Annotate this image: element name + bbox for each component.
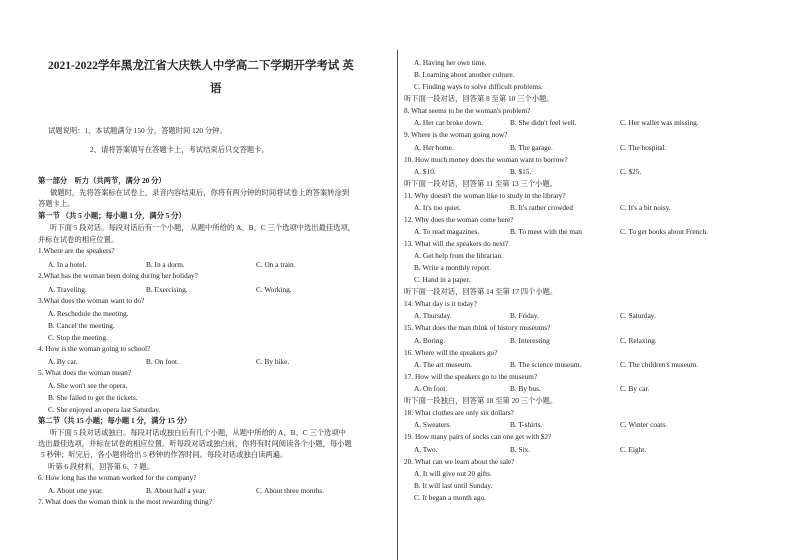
question-15: 15. What does the man think of history museums? [404,323,551,332]
option-5a: A. She won't see the opera. [48,381,128,390]
part1-intro-cont: 答题卡上。 [38,199,75,208]
question-5: 5. What does the woman mean? [38,368,132,377]
option-15c: C. Relaxing. [620,336,657,345]
option-19c: C. Eight. [620,445,647,454]
section1-intro-cont: 并标在试卷的相应位置。 [38,235,119,244]
option-2a: A. Traveling. [48,285,87,294]
question-1: 1.Where are the speakers? [38,246,115,255]
option-14c: C. Saturday. [620,311,656,320]
option-1a: A. In a hotel. [48,260,87,269]
option-17a: A. On foot. [414,384,448,393]
option-18c: C. Winter coats. [620,420,667,429]
option-19a: A. Two. [414,445,438,454]
option-9c: C. The hospital. [620,143,667,152]
part1-intro: 做题时，先将答案标在试卷上，录音内容结束后，你将有两分钟的时间将试卷上的答案转涂到 [50,188,350,197]
option-1c: C. On a train. [256,260,296,269]
section2-heading: 第二节（共 15 小题；每小题 1 分，满分 15 分） [38,416,192,425]
section1-heading: 第一节 （共 5 小题；每小题 1 分，满分 5 分） [38,211,186,220]
segment-6-note: 听第 6 段材料，回答第 6、7 题。 [48,462,154,471]
option-14b: B. Friday. [510,311,539,320]
option-5c: C. She enjoyed an opera last Saturday. [48,405,161,414]
option-9b: B. The garage. [510,143,553,152]
segment-9-note: 听下面一段对话，回答第 14 至第 17 四个小题。 [404,287,558,296]
question-18: 18. What clothes are only six dollars? [404,408,514,417]
option-16b: B. The science museum. [510,360,582,369]
option-20c: C. It began a month ago. [414,493,486,502]
option-16a: A. The art museum. [414,360,473,369]
option-11c: C. It's a bit noisy. [620,203,671,212]
option-8a: A. Her car broke down. [414,118,483,127]
option-17c: C. By car. [620,384,650,393]
instructions-line2: 2、请将答案填写在答题卡上，考试结束后只交答题卡。 [90,145,269,154]
question-19: 19. How many pairs of socks can one get with $2? [404,432,552,441]
question-14: 14. What day is it today? [404,299,477,308]
exam-title: 2021-2022学年黑龙江省大庆铁人中学高二下学期开学考试 英 [48,60,354,72]
option-7b: B. Learning about another culture. [414,70,515,79]
option-19b: B. Six. [510,445,531,454]
option-3b: B. Cancel the meeting. [48,321,115,330]
question-20: 20. What can we learn about the sale? [404,457,515,466]
option-13a: A. Get help from the librarian. [414,251,503,260]
question-3: 3.What does the woman want to do? [38,296,145,305]
option-12a: A. To read magazines. [414,227,480,236]
section2-intro: 听下面 5 段对话或独白。每段对话或独白后有几个小题，从题中所给的 A、B、C 三个选项中 [50,428,346,437]
segment-8-note: 听下面一段对话，回答第 11 至第 13 三个小题。 [404,179,557,188]
option-11b: B. It's rather crowded [510,203,573,212]
option-8b: B. She didn't feel well. [510,118,577,127]
option-4c: C. By bike. [256,357,290,366]
question-7: 7. What does the woman think is the most rewarding thing? [38,497,212,506]
question-6: 6. How long has the woman worked for the company? [38,473,197,482]
instructions-line1: 试题说明：1、本试题满分 150 分，答题时间 120 分钟。 [48,126,227,135]
option-9a: A. Her home. [414,143,454,152]
option-12b: B. To meet with the man [510,227,582,236]
question-16: 16. Where will the speakers go? [404,348,498,357]
option-8c: C. Her wallet was missing. [620,118,699,127]
option-17b: B. By bus. [510,384,541,393]
option-10a: A. $10. [414,167,436,176]
option-4b: B. On foot. [146,357,179,366]
option-5b: B. She failed to get the tickets. [48,393,138,402]
question-8: 8. What seems to be the woman's problem? [404,106,531,115]
option-2c: C. Working. [256,285,292,294]
section2-intro-cont2: 5 秒钟；听完后，各小题将给出 5 秒钟的作答时间。每段对话或独白读两遍。 [41,450,288,459]
exam-title-cont: 语 [210,83,222,95]
question-4: 4. How is the woman going to school? [38,344,151,353]
option-7a: A. Having her own time. [414,58,487,67]
option-2b: B. Exercising. [146,285,188,294]
option-3a: A. Reschedule the meeting. [48,309,129,318]
option-6c: C. About three months. [256,486,324,495]
option-18b: B. T-shirts. [510,420,543,429]
option-3c: C. Stop the meeting. [48,333,108,342]
section1-intro: 听下面 5 段对话。每段对话后有一个小题， 从题中所给的 A、B、C 三个选项中选出最佳选项， [50,223,356,232]
option-20b: B. It will last until Sunday. [414,481,493,490]
option-12c: C. To get books about French. [620,227,708,236]
segment-7-note: 听下面一段对话，回答第 8 至第 10 三个小题。 [404,94,554,103]
section2-intro-cont: 选出最佳选项，并标在试卷的相应位置。听每段对话或独白前，你将有时间阅读各个小题，每小题 [38,439,352,448]
option-14a: A. Thursday. [414,311,452,320]
option-10b: B. $15. [510,167,532,176]
option-7c: C. Finding ways to solve difficult problems. [414,82,543,91]
option-15b: B. Interesting [510,336,550,345]
option-13c: C. Hand in a paper. [414,275,471,284]
question-2: 2.What has the woman been doing during her holiday? [38,271,198,280]
option-1b: B. In a dorm. [146,260,185,269]
option-6a: A. About one year. [48,486,103,495]
option-6b: B. About half a year. [146,486,207,495]
part1-heading: 第一部分 听力（共两节，满分 20 分） [38,176,166,185]
question-9: 9. Where is the woman going now? [404,130,508,139]
option-13b: B. Write a monthly report. [414,263,491,272]
option-20a: A. It will give out 20 gifts. [414,469,492,478]
segment-10-note: 听下面一段独白，回答第 18 至第 20 三个小题。 [404,396,558,405]
option-10c: C. $25. [620,167,642,176]
option-4a: A. By car. [48,357,78,366]
question-11: 11. Why doesn't the woman like to study in the library? [404,191,566,200]
question-13: 13. What will the speakers do next? [404,239,509,248]
question-10: 10. How much money does the woman want to borrow? [404,155,568,164]
column-divider [397,50,398,560]
option-15a: A. Boring. [414,336,446,345]
option-11a: A. It's too quiet. [414,203,461,212]
question-12: 12. Why does the woman come here? [404,215,514,224]
option-16c: C. The children's museum. [620,360,698,369]
question-17: 17. How will the speakers go to the museum? [404,372,538,381]
option-18a: A. Sweaters. [414,420,452,429]
